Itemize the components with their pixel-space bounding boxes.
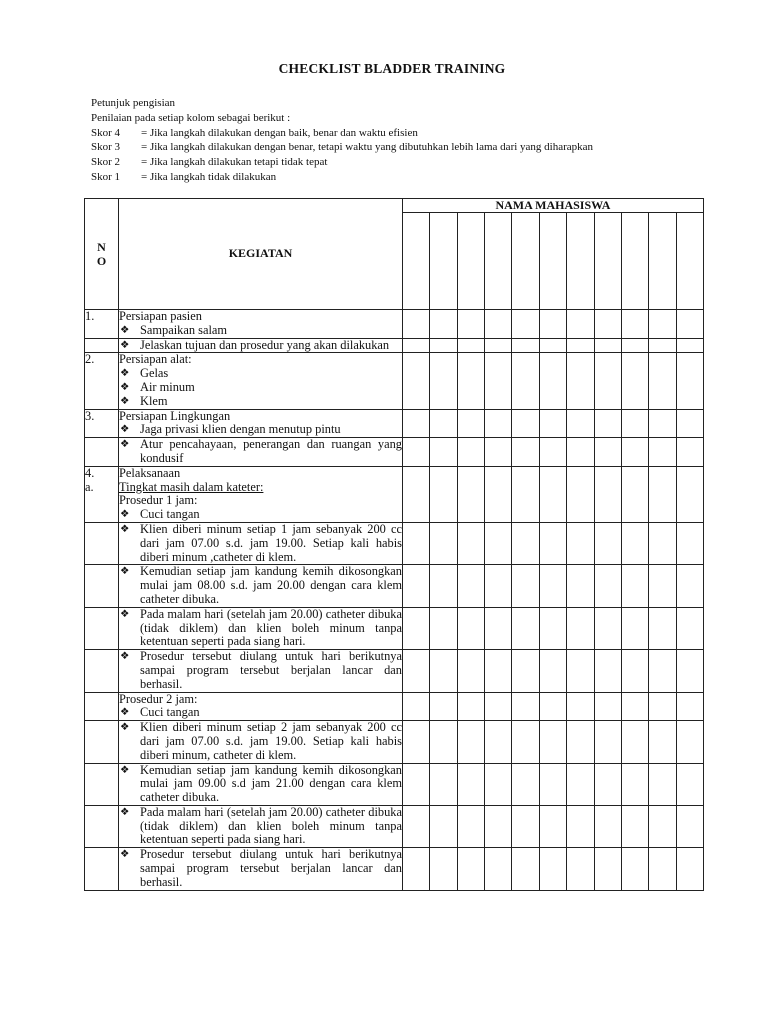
row-number [85,692,119,721]
score-cell[interactable] [430,565,457,607]
activity-cell [119,438,403,467]
score-cell[interactable] [457,607,484,649]
activity-item [119,806,402,847]
score-cell[interactable] [567,805,594,847]
activity-heading: Persiapan alat: [119,352,192,367]
score-cell[interactable] [430,763,457,805]
score-cell[interactable] [676,565,703,607]
score-label: Skor 1 [91,170,121,183]
row-number: 3. [85,409,119,438]
score-cell[interactable] [457,466,484,522]
activity-item [119,650,402,691]
score-cell[interactable] [621,409,648,438]
score-cell[interactable] [621,607,648,649]
student-header-cell[interactable] [567,213,594,310]
instructions-intro: Penilaian pada setiap kolom sebagai berikut : [91,111,291,124]
activity-heading: Pelaksanaan [119,465,181,480]
score-cell[interactable] [649,310,676,339]
row-number [85,763,119,805]
score-cell[interactable] [512,848,539,890]
activity-item [119,381,402,395]
score-cell[interactable] [594,466,621,522]
activity-heading: Prosedur 2 jam: [119,691,198,706]
row-number [85,438,119,467]
score-cell[interactable] [676,522,703,564]
score-cell[interactable] [539,438,566,467]
score-cell[interactable] [676,607,703,649]
score-cell[interactable] [457,692,484,721]
table-row [85,522,704,564]
score-cell[interactable] [676,721,703,763]
score-cell[interactable] [457,409,484,438]
activity-cell [119,692,403,721]
diamond-bullet-icon: ❖ [120,651,130,663]
score-cell[interactable] [430,353,457,409]
table-row [85,409,704,438]
score-cell[interactable] [430,409,457,438]
activity-cell [119,522,403,564]
score-cell[interactable] [621,310,648,339]
activity-cell [119,721,403,763]
score-cell[interactable] [512,692,539,721]
score-cell[interactable] [430,310,457,339]
activity-item-text: Klien diberi minum setiap 1 jam sebanyak 200 cc dari jam 07.00 s.d. jam 19.00. Setiap kali habis diberi minum ,catheter di klem. [140,521,402,564]
student-header-cell[interactable] [430,213,457,310]
activity-cell [119,805,403,847]
activity-cell [119,848,403,890]
diamond-bullet-icon: ❖ [120,381,130,393]
score-cell[interactable] [457,522,484,564]
student-header-cell[interactable] [649,213,676,310]
activity-item [119,324,402,338]
instructions-heading: Petunjuk pengisian [91,97,176,109]
score-text: = Jika langkah dilakukan tetapi tidak tepat [141,156,328,169]
activity-heading: Persiapan Lingkungan [119,408,231,423]
score-cell[interactable] [512,763,539,805]
score-cell[interactable] [485,353,512,409]
score-cell[interactable] [457,721,484,763]
score-cell[interactable] [457,650,484,692]
score-text: = Jika langkah tidak dilakukan [141,170,277,183]
score-cell[interactable] [567,438,594,467]
student-header-cell[interactable] [457,213,484,310]
score-label: Skor 2 [91,156,121,169]
score-cell[interactable] [539,692,566,721]
score-cell[interactable] [539,353,566,409]
instructions [91,96,593,185]
score-cell[interactable] [567,692,594,721]
score-cell[interactable] [539,522,566,564]
score-cell[interactable] [430,848,457,890]
score-cell[interactable] [403,848,430,890]
row-number [85,565,119,607]
score-cell[interactable] [457,565,484,607]
score-cell[interactable] [403,607,430,649]
row-number: 4. a. [85,466,119,522]
score-cell[interactable] [457,848,484,890]
table-row [85,607,704,649]
activity-item [119,395,402,409]
score-cell[interactable] [430,692,457,721]
score-cell[interactable] [457,353,484,409]
score-cell[interactable] [403,353,430,409]
score-cell[interactable] [403,466,430,522]
score-cell[interactable] [485,409,512,438]
score-cell[interactable] [594,721,621,763]
score-cell[interactable] [649,565,676,607]
score-cell[interactable] [621,338,648,353]
score-cell[interactable] [567,565,594,607]
score-cell[interactable] [430,522,457,564]
score-cell[interactable] [649,607,676,649]
score-cell[interactable] [512,607,539,649]
table-row [85,763,704,805]
student-header-cell[interactable] [594,213,621,310]
score-cell[interactable] [567,607,594,649]
score-cell[interactable] [567,848,594,890]
score-cell[interactable] [403,310,430,339]
page-title: CHECKLIST BLADDER TRAINING [278,61,506,76]
activity-item-text: Sampaikan salam [140,322,228,337]
score-cell[interactable] [485,438,512,467]
score-cell[interactable] [457,310,484,339]
score-cell[interactable] [567,466,594,522]
table-row [85,721,704,763]
column-header-kegiatan: KEGIATAN [119,199,403,310]
score-cell[interactable] [676,848,703,890]
activity-cell [119,310,403,339]
activity-item [119,721,402,762]
activity-item-text: Air minum [140,379,195,394]
table-row [85,848,704,890]
score-cell[interactable] [594,848,621,890]
score-cell[interactable] [430,721,457,763]
activity-item [119,423,402,437]
activity-item [119,508,402,522]
score-cell[interactable] [594,522,621,564]
diamond-bullet-icon: ❖ [120,395,130,407]
score-cell[interactable] [512,338,539,353]
table-row [85,310,704,339]
score-cell[interactable] [621,805,648,847]
score-cell[interactable] [457,805,484,847]
score-cell[interactable] [649,409,676,438]
score-cell[interactable] [539,607,566,649]
activity-cell [119,409,403,438]
score-cell[interactable] [539,310,566,339]
table-row [85,438,704,467]
table-row [85,692,704,721]
score-cell[interactable] [457,438,484,467]
score-cell[interactable] [567,310,594,339]
score-line [91,170,593,185]
score-cell[interactable] [649,438,676,467]
score-cell[interactable] [539,565,566,607]
activity-item [119,565,402,606]
student-header-cell[interactable] [403,213,430,310]
score-cell[interactable] [457,338,484,353]
diamond-bullet-icon: ❖ [120,764,130,776]
activity-cell [119,763,403,805]
score-cell[interactable] [512,565,539,607]
score-cell[interactable] [539,721,566,763]
score-cell[interactable] [594,763,621,805]
score-cell[interactable] [594,607,621,649]
activity-item-text: Pada malam hari (setelah jam 20.00) catheter dibuka (tidak diklem) dan klien boleh minum tanpa ketentuan seperti pada siang hari. [140,804,402,847]
score-cell[interactable] [485,522,512,564]
diamond-bullet-icon: ❖ [120,722,130,734]
score-line [91,126,593,141]
score-cell[interactable] [621,565,648,607]
score-cell[interactable] [539,409,566,438]
score-cell[interactable] [430,805,457,847]
column-header-nama-mahasiswa: NAMA MAHASISWA [403,199,704,213]
score-cell[interactable] [567,650,594,692]
score-cell[interactable] [512,721,539,763]
score-cell[interactable] [649,848,676,890]
score-cell[interactable] [676,310,703,339]
score-cell[interactable] [594,310,621,339]
score-cell[interactable] [403,721,430,763]
score-cell[interactable] [430,338,457,353]
activity-item [119,523,402,564]
score-cell[interactable] [649,353,676,409]
score-cell[interactable] [539,650,566,692]
diamond-bullet-icon: ❖ [120,707,130,719]
student-header-cell[interactable] [539,213,566,310]
score-cell[interactable] [676,466,703,522]
score-cell[interactable] [567,338,594,353]
diamond-bullet-icon: ❖ [120,849,130,861]
score-cell[interactable] [621,692,648,721]
score-cell[interactable] [485,466,512,522]
column-header-no: N O [85,199,119,310]
row-number [85,805,119,847]
activity-item-text: Klien diberi minum setiap 2 jam sebanyak 200 cc dari jam 07.00 s.d. jam 19.00. Setiap kali habis diberi minum, catheter di klem. [140,720,402,762]
row-number: 1. [85,310,119,339]
score-cell[interactable] [403,692,430,721]
score-cell[interactable] [594,438,621,467]
score-cell[interactable] [594,692,621,721]
score-cell[interactable] [485,805,512,847]
table-row [85,805,704,847]
score-cell[interactable] [512,805,539,847]
score-cell[interactable] [403,409,430,438]
student-header-cell[interactable] [621,213,648,310]
row-number [85,721,119,763]
score-cell[interactable] [621,721,648,763]
score-text: = Jika langkah dilakukan dengan benar, tetapi waktu yang dibutuhkan lebih lama dari yang diharapkan [141,141,594,154]
score-text: = Jika langkah dilakukan dengan baik, benar dan waktu efisien [141,126,418,139]
score-cell[interactable] [594,409,621,438]
score-cell[interactable] [649,522,676,564]
score-cell[interactable] [430,438,457,467]
table-row [85,353,704,409]
score-cell[interactable] [621,353,648,409]
row-number [85,607,119,649]
row-number [85,338,119,353]
score-cell[interactable] [485,565,512,607]
score-cell[interactable] [403,522,430,564]
score-cell[interactable] [621,848,648,890]
score-cell[interactable] [594,650,621,692]
diamond-bullet-icon: ❖ [120,424,130,436]
activity-item-text: Cuci tangan [140,705,200,720]
activity-item-text: Kemudian setiap jam kandung kemih dikosongkan mulai jam 09.00 s.d jam 21.00 dengan cara klem catheter dibuka. [140,762,402,805]
table-row [85,466,704,522]
table-row [85,565,704,607]
score-cell[interactable] [512,522,539,564]
score-cell[interactable] [676,805,703,847]
score-cell[interactable] [649,692,676,721]
score-cell[interactable] [430,466,457,522]
activity-item [119,438,402,466]
activity-subheading: Tingkat masih dalam kateter: [119,479,264,494]
score-cell[interactable] [430,607,457,649]
score-cell[interactable] [512,466,539,522]
activity-item-text: Atur pencahayaan, penerangan dan ruangan yang kondusif [140,437,402,465]
score-cell[interactable] [649,805,676,847]
score-cell[interactable] [512,438,539,467]
activity-item [119,764,402,805]
score-cell[interactable] [512,310,539,339]
activity-item-text: Cuci tangan [140,507,200,522]
score-cell[interactable] [403,650,430,692]
score-cell[interactable] [485,310,512,339]
activity-subheading: Prosedur 1 jam: [119,493,198,508]
student-header-cell[interactable] [676,213,703,310]
score-label: Skor 4 [91,126,121,139]
score-cell[interactable] [676,650,703,692]
score-cell[interactable] [649,763,676,805]
activity-item-text: Pada malam hari (setelah jam 20.00) catheter dibuka (tidak diklem) dan klien boleh minum tanpa ketentuan seperti pada siang hari. [140,606,402,649]
diamond-bullet-icon: ❖ [120,566,130,578]
activity-item-text: Kemudian setiap jam kandung kemih dikosongkan mulai jam 08.00 s.d. jam 20.00 dengan cara klem catheter dibuka. [140,564,402,606]
activity-cell [119,607,403,649]
activity-item-text: Jaga privasi klien dengan menutup pintu [140,422,341,437]
diamond-bullet-icon: ❖ [120,509,130,521]
activity-cell [119,466,403,522]
score-cell[interactable] [403,338,430,353]
score-cell[interactable] [403,438,430,467]
score-cell[interactable] [512,409,539,438]
diamond-bullet-icon: ❖ [120,608,130,620]
diamond-bullet-icon: ❖ [120,339,130,351]
score-cell[interactable] [485,763,512,805]
score-cell[interactable] [430,650,457,692]
score-cell[interactable] [594,338,621,353]
table-row [85,650,704,692]
diamond-bullet-icon: ❖ [120,324,130,336]
score-label: Skor 3 [91,141,121,154]
activity-cell [119,650,403,692]
activity-item-text: Klem [140,393,168,408]
score-cell[interactable] [539,466,566,522]
activity-item [119,339,402,353]
activity-item-text: Jelaskan tujuan dan prosedur yang akan dilakukan [140,337,390,352]
diamond-bullet-icon: ❖ [120,439,130,451]
score-cell[interactable] [594,353,621,409]
score-cell[interactable] [485,338,512,353]
score-cell[interactable] [539,338,566,353]
score-cell[interactable] [676,692,703,721]
activity-item-text: Gelas [140,366,169,381]
activity-item [119,848,402,889]
table-row [85,338,704,353]
score-cell[interactable] [649,338,676,353]
score-cell[interactable] [621,650,648,692]
score-cell[interactable] [676,763,703,805]
row-number [85,522,119,564]
score-cell[interactable] [567,409,594,438]
student-header-cell[interactable] [512,213,539,310]
score-cell[interactable] [567,353,594,409]
score-cell[interactable] [567,522,594,564]
score-cell[interactable] [594,805,621,847]
score-cell[interactable] [485,650,512,692]
score-cell[interactable] [649,721,676,763]
score-cell[interactable] [512,353,539,409]
activity-item [119,367,402,381]
score-cell[interactable] [512,650,539,692]
score-cell[interactable] [649,466,676,522]
score-cell[interactable] [539,805,566,847]
diamond-bullet-icon: ❖ [120,368,130,380]
activity-item-text: Prosedur tersebut diulang untuk hari berikutnya sampai program tersebut berjalan lancar dan berhasil. [140,649,402,691]
score-line [91,140,593,155]
score-cell[interactable] [594,565,621,607]
score-cell[interactable] [676,409,703,438]
score-cell[interactable] [621,763,648,805]
activity-item [119,608,402,649]
activity-cell [119,353,403,409]
score-cell[interactable] [539,848,566,890]
activity-item-text: Prosedur tersebut diulang untuk hari berikutnya sampai program tersebut berjalan lancar dan berhasil. [140,847,402,889]
diamond-bullet-icon: ❖ [120,523,130,535]
score-cell[interactable] [539,763,566,805]
score-cell[interactable] [621,522,648,564]
activity-heading: Persiapan pasien [119,309,202,323]
score-cell[interactable] [676,353,703,409]
score-cell[interactable] [649,650,676,692]
score-cell[interactable] [485,607,512,649]
score-cell[interactable] [485,692,512,721]
row-number [85,848,119,890]
score-cell[interactable] [676,338,703,353]
diamond-bullet-icon: ❖ [120,806,130,818]
score-cell[interactable] [676,438,703,467]
activity-item [119,706,402,720]
activity-cell [119,565,403,607]
score-cell[interactable] [485,721,512,763]
row-number: 2. [85,353,119,409]
activity-cell [119,338,403,353]
row-number [85,650,119,692]
score-cell[interactable] [457,763,484,805]
score-cell[interactable] [403,763,430,805]
score-cell[interactable] [403,565,430,607]
score-cell[interactable] [403,805,430,847]
score-cell[interactable] [621,466,648,522]
score-cell[interactable] [621,438,648,467]
checklist-table [84,198,704,891]
score-line [91,155,593,170]
score-cell[interactable] [567,721,594,763]
score-cell[interactable] [485,848,512,890]
student-header-cell[interactable] [485,213,512,310]
score-cell[interactable] [567,763,594,805]
